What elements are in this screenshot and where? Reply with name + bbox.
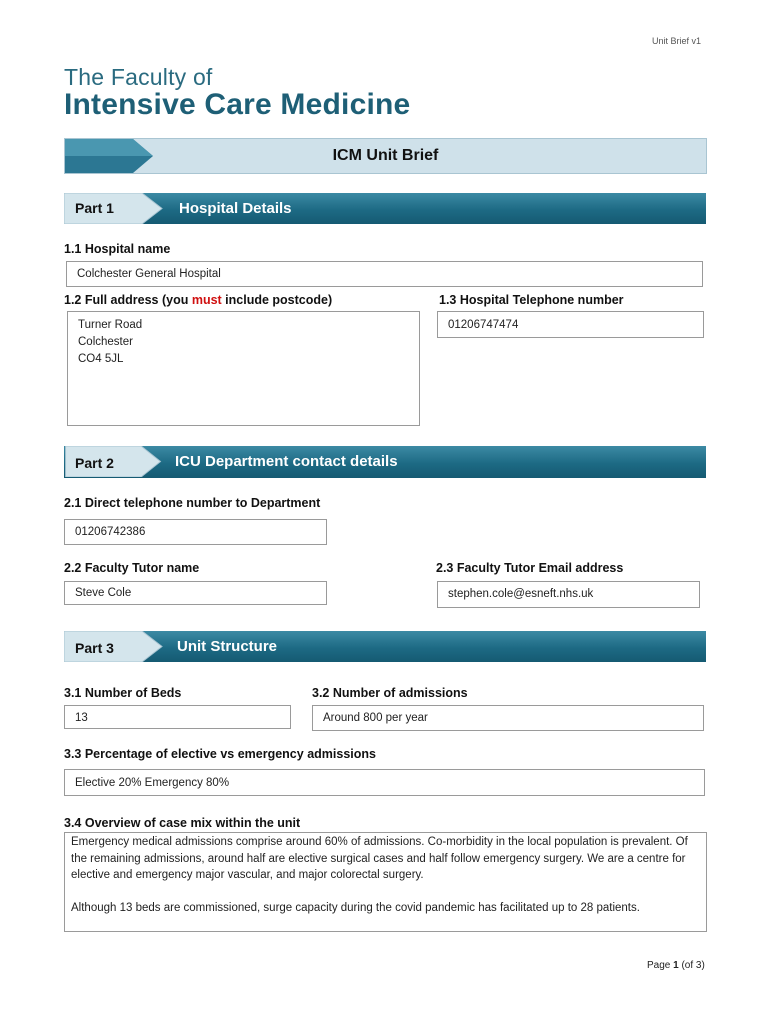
address-label: 1.2 Full address (you must include postcode) xyxy=(64,293,333,307)
admissions-label: 3.2 Number of admissions xyxy=(312,686,468,700)
tutor-email-label: 2.3 Faculty Tutor Email address xyxy=(436,561,624,575)
page-number: Page 1 (of 3) xyxy=(647,960,705,971)
tutor-name-field[interactable]: Steve Cole xyxy=(64,581,327,605)
casemix-paragraph-1: Emergency medical admissions comprise around 60% of admissions. Co-morbidity in the local population is prevalent. Of the remaining admissions, around half are elective surgical cases and half follow emergency surgery. We are a centre for elective and emergency major vascular, and major colorectal surgery. xyxy=(71,836,688,881)
part-3-label: Part 3 xyxy=(75,640,114,656)
part-2-title: ICU Department contact details xyxy=(175,453,398,470)
part-2-header xyxy=(64,446,706,478)
beds-label: 3.1 Number of Beds xyxy=(64,686,182,700)
part-1-header xyxy=(64,193,706,224)
logo-line-2: Intensive Care Medicine xyxy=(64,88,411,121)
percentage-field[interactable]: Elective 20% Emergency 80% xyxy=(64,769,705,796)
dept-phone-field[interactable]: 01206742386 xyxy=(64,519,327,545)
beds-field[interactable]: 13 xyxy=(64,705,291,729)
must-emphasis: must xyxy=(191,293,222,307)
part-1-title: Hospital Details xyxy=(179,200,292,217)
part-3-header xyxy=(64,631,706,662)
hospital-phone-label: 1.3 Hospital Telephone number xyxy=(439,293,624,307)
version-label: Unit Brief v1 xyxy=(652,36,702,46)
percentage-label: 3.3 Percentage of elective vs emergency admissions xyxy=(64,747,376,761)
casemix-field[interactable] xyxy=(64,832,707,932)
casemix-label: 3.4 Overview of case mix within the unit xyxy=(64,816,301,830)
admissions-field[interactable]: Around 800 per year xyxy=(312,705,704,731)
document-title: ICM Unit Brief xyxy=(332,147,439,164)
title-banner xyxy=(64,138,707,174)
hospital-phone-field[interactable]: 01206747474 xyxy=(437,311,704,338)
part-1-label: Part 1 xyxy=(75,200,114,216)
casemix-paragraph-2: Although 13 beds are commissioned, surge capacity during the covid pandemic has facilitated up to 28 patients. xyxy=(71,901,640,914)
part-2-label: Part 2 xyxy=(75,455,114,471)
tutor-email-field[interactable]: stephen.cole@esneft.nhs.uk xyxy=(437,581,700,608)
hospital-name-label: 1.1 Hospital name xyxy=(64,242,171,256)
tutor-name-label: 2.2 Faculty Tutor name xyxy=(64,561,200,575)
dept-phone-label: 2.1 Direct telephone number to Department xyxy=(64,496,321,510)
hospital-name-field[interactable]: Colchester General Hospital xyxy=(66,261,703,287)
part-3-title: Unit Structure xyxy=(177,638,278,655)
address-field[interactable]: Turner Road Colchester CO4 5JL xyxy=(67,311,420,426)
logo-line-1: The Faculty of xyxy=(64,64,213,90)
